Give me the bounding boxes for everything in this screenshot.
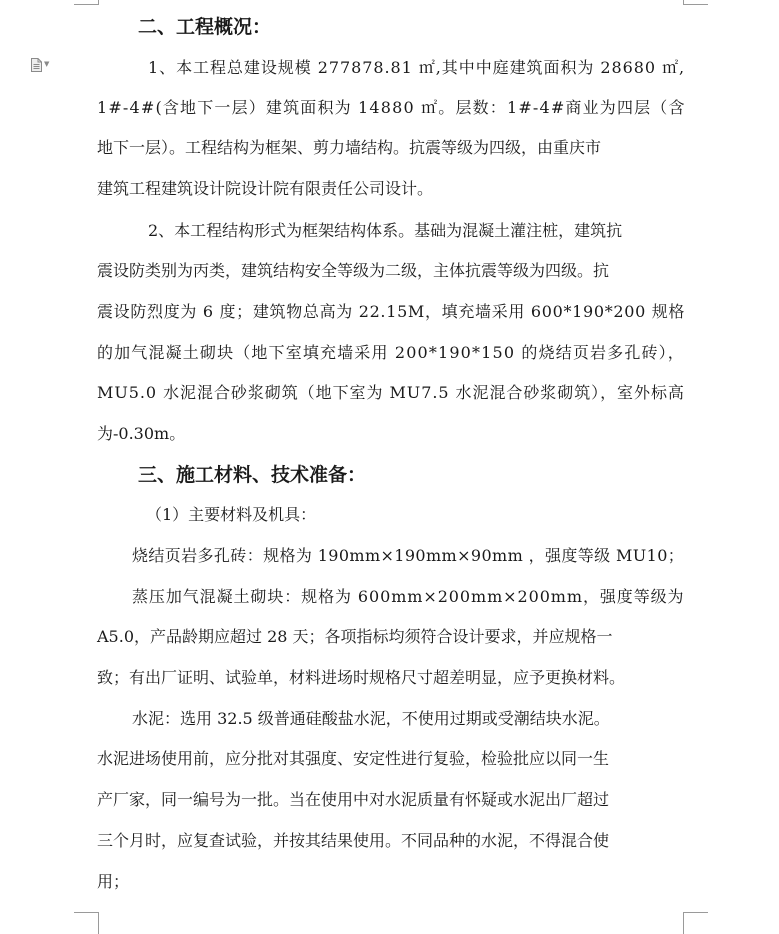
text-line: 烧结页岩多孔砖：规格为 190mm×190mm×90mm ，强度等级 MU10； — [132, 546, 685, 565]
heading-section-3: 三、施工材料、技术准备： — [138, 464, 367, 486]
text-line: 蒸压加气混凝土砌块：规格为 600mm×200mm×200mm，强度等级为 — [132, 587, 685, 606]
text-line: 产厂家，同一编号为一批。当在使用中对水泥质量有怀疑或水泥出厂超过 — [97, 790, 610, 809]
text-line: 致；有出厂证明、试验单，材料进场时规格尺寸超差明显，应予更换材料。 — [97, 668, 626, 687]
text-line: 三个月时，应复查试验，并按其结果使用。不同品种的水泥，不得混合使 — [97, 831, 610, 850]
text-line: A5.0，产品龄期应超过 28 天；各项指标均须符合设计要求，并应规格一 — [97, 627, 613, 646]
text-line: 水泥进场使用前，应分批对其强度、安定性进行复验，检验批应以同一生 — [97, 749, 610, 768]
crop-mark-top-left — [74, 0, 99, 5]
text-line: 地下一层）。工程结构为框架、剪力墙结构。抗震等级为四级，由重庆市 — [97, 138, 602, 157]
text-line: 为-0.30m。 — [97, 424, 186, 443]
text-line: 建筑工程建筑设计院设计院有限责任公司设计。 — [97, 179, 434, 198]
crop-mark-top-right — [683, 0, 708, 5]
text-line: MU5.0 水泥混合砂浆砌筑（地下室为 MU7.5 水泥混合砂浆砌筑），室外标高 — [97, 383, 685, 402]
subheading-materials: （1）主要材料及机具： — [146, 505, 317, 524]
text-line: 2、本工程结构形式为框架结构体系。基础为混凝土灌注桩，建筑抗 — [148, 221, 623, 240]
heading-section-2: 二、工程概况： — [138, 16, 272, 38]
text-line: 用； — [97, 872, 130, 891]
crop-mark-bottom-left — [74, 912, 99, 934]
text-line: 震设防类别为丙类，建筑结构安全等级为二级，主体抗震等级为四级。抗 — [97, 261, 610, 280]
paragraph-options-button[interactable] — [31, 57, 49, 71]
text-line: 的加气混凝土砌块（地下室填充墙采用 200*190*150 的烧结页岩多孔砖）， — [97, 343, 685, 362]
document-icon — [31, 57, 42, 71]
text-line: 1#-4#(含地下一层）建筑面积为 14880 ㎡。层数：1#-4#商业为四层（含 — [97, 98, 686, 117]
text-line: 水泥：选用 32.5 级普通硅酸盐水泥，不使用过期或受潮结块水泥。 — [132, 709, 610, 728]
text-line: 1、本工程总建设规模 277878.81 ㎡,其中中庭建筑面积为 28680 ㎡, — [148, 58, 686, 77]
crop-mark-bottom-right — [683, 912, 708, 934]
text-line: 震设防烈度为 6 度；建筑物总高为 22.15M，填充墙采用 600*190*200 规格 — [97, 302, 686, 321]
chevron-down-icon: ▼ — [44, 59, 50, 68]
